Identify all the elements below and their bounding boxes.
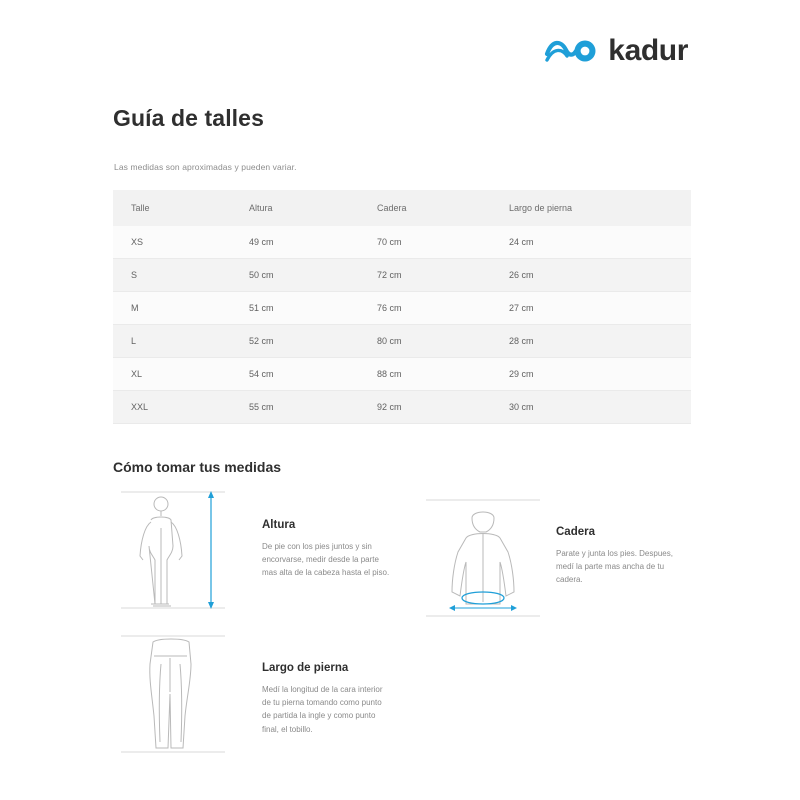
measurements-note: Las medidas son aproximadas y pueden variar. bbox=[114, 162, 297, 172]
column-header-cadera: Cadera bbox=[359, 190, 491, 226]
infinity-wave-icon bbox=[544, 34, 598, 68]
column-header-altura: Altura bbox=[231, 190, 359, 226]
cell-cadera: 70 cm bbox=[359, 226, 491, 259]
block-heading-largo-de-pierna: Largo de pierna bbox=[262, 662, 349, 674]
block-text-largo-de-pierna: Medí la longitud de la cara interior de tu pierna tomando como punto de partida la ingle y como punto final, el tobillo. bbox=[262, 685, 383, 734]
cell-largo-pierna: 30 cm bbox=[491, 391, 691, 424]
column-header-largo-de-pierna: Largo de pierna bbox=[491, 190, 691, 226]
measure-block-altura bbox=[262, 519, 390, 580]
cell-largo-pierna: 24 cm bbox=[491, 226, 691, 259]
table-header-row bbox=[113, 190, 691, 226]
back-torso-figure-icon bbox=[420, 494, 546, 622]
table-row bbox=[113, 325, 691, 358]
cell-talle: XXL bbox=[113, 391, 231, 424]
cell-altura: 51 cm bbox=[231, 292, 359, 325]
block-text-altura: De pie con los pies juntos y sin encorvarse, medir desde la parte mas alta de la cabeza hasta el piso. bbox=[262, 542, 390, 578]
size-table bbox=[113, 190, 691, 424]
standing-body-figure-icon bbox=[113, 482, 243, 617]
cell-talle: M bbox=[113, 292, 231, 325]
table-row bbox=[113, 358, 691, 391]
cell-altura: 50 cm bbox=[231, 259, 359, 292]
cell-cadera: 80 cm bbox=[359, 325, 491, 358]
cell-altura: 54 cm bbox=[231, 358, 359, 391]
cell-cadera: 72 cm bbox=[359, 259, 491, 292]
cell-altura: 55 cm bbox=[231, 391, 359, 424]
block-text-cadera: Parate y junta los pies. Despues, medí la parte mas ancha de tu cadera. bbox=[556, 549, 673, 585]
table-row bbox=[113, 259, 691, 292]
cell-largo-pierna: 29 cm bbox=[491, 358, 691, 391]
block-heading-altura: Altura bbox=[262, 519, 296, 531]
cell-altura: 52 cm bbox=[231, 325, 359, 358]
cell-talle: XL bbox=[113, 358, 231, 391]
measure-block-largo-de-pierna bbox=[262, 662, 390, 736]
block-heading-cadera: Cadera bbox=[556, 526, 595, 538]
cell-altura: 49 cm bbox=[231, 226, 359, 259]
cell-talle: XS bbox=[113, 226, 231, 259]
cell-cadera: 76 cm bbox=[359, 292, 491, 325]
cell-largo-pierna: 26 cm bbox=[491, 259, 691, 292]
table-row bbox=[113, 292, 691, 325]
page-title: Guía de talles bbox=[113, 105, 264, 131]
how-to-measure-title: Cómo tomar tus medidas bbox=[113, 459, 282, 475]
cell-talle: S bbox=[113, 259, 231, 292]
cell-talle: L bbox=[113, 325, 231, 358]
table-row bbox=[113, 391, 691, 424]
table-row bbox=[113, 226, 691, 259]
cell-largo-pierna: 27 cm bbox=[491, 292, 691, 325]
brand-logo bbox=[544, 34, 688, 68]
cell-largo-pierna: 28 cm bbox=[491, 325, 691, 358]
cell-cadera: 92 cm bbox=[359, 391, 491, 424]
brand-name: kadur bbox=[608, 34, 688, 67]
measure-block-cadera bbox=[556, 526, 684, 587]
legs-figure-icon bbox=[113, 630, 243, 758]
cell-cadera: 88 cm bbox=[359, 358, 491, 391]
column-header-talle: Talle bbox=[113, 190, 231, 226]
